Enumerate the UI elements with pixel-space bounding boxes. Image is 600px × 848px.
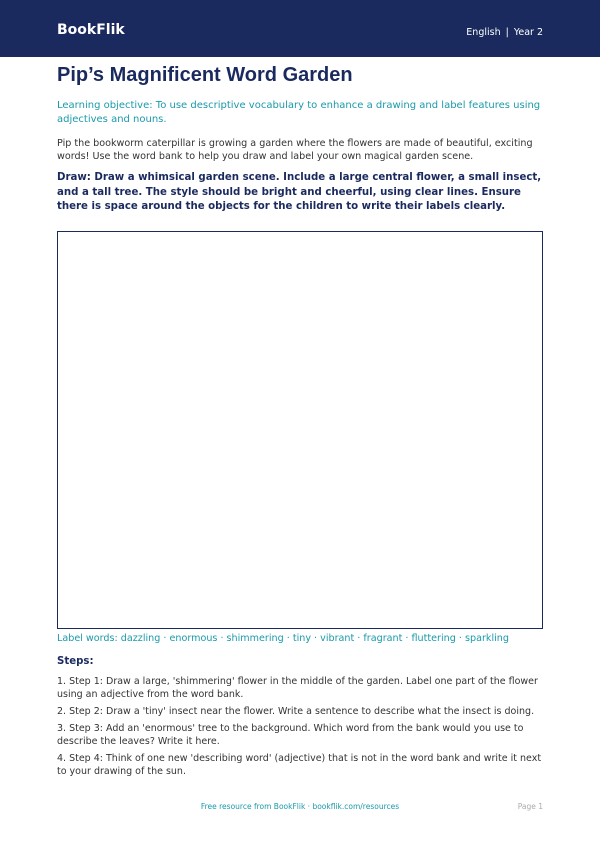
drawing-area[interactable] bbox=[57, 231, 543, 629]
meta-separator: | bbox=[505, 27, 509, 38]
subject-year bbox=[466, 27, 543, 38]
draw-instruction: Draw: Draw a whimsical garden scene. Include a large central flower, a small insect, and a tall tree. The style should be bright and cheerful, using clear lines. Ensure there is space around the objects for the children to write their labels clearly. bbox=[57, 172, 542, 212]
steps-list bbox=[57, 675, 547, 782]
step-item: 4. Step 4: Think of one new 'describing word' (adjective) that is not in the word bank and write it next to your drawing of the sun. bbox=[57, 753, 542, 777]
step-item: 3. Step 3: Add an 'enormous' tree to the background. Which word from the bank would you use to describe the leaves? Write it here. bbox=[57, 723, 524, 747]
page-number: Page 1 bbox=[517, 802, 543, 811]
intro-paragraph: Pip the bookworm caterpillar is growing a garden where the flowers are made of beautiful, exciting words! Use the word bank to help you draw and label your own magical garden scene. bbox=[57, 138, 533, 162]
label-word-bank: Label words: dazzling · enormous · shimmering · tiny · vibrant · fragrant · fluttering · sparkling bbox=[57, 633, 509, 644]
worksheet-title: Pip’s Magnificent Word Garden bbox=[57, 64, 353, 86]
top-banner bbox=[0, 0, 600, 57]
footer-credit: Free resource from BookFlik · bookflik.com/resources bbox=[200, 802, 400, 811]
brand-logo: BookFlik bbox=[57, 22, 125, 38]
step-item: 2. Step 2: Draw a 'tiny' insect near the flower. Write a sentence to describe what the insect is doing. bbox=[57, 706, 535, 717]
subject-label: English bbox=[466, 27, 501, 38]
steps-heading: Steps: bbox=[57, 656, 94, 667]
year-label: Year 2 bbox=[513, 27, 543, 38]
learning-objective: Learning objective: To use descriptive vocabulary to enhance a drawing and label features using adjectives and nouns. bbox=[57, 100, 541, 125]
step-item: 1. Step 1: Draw a large, 'shimmering' flower in the middle of the garden. Label one part of the flower using an adjective from the word bank. bbox=[57, 676, 538, 700]
